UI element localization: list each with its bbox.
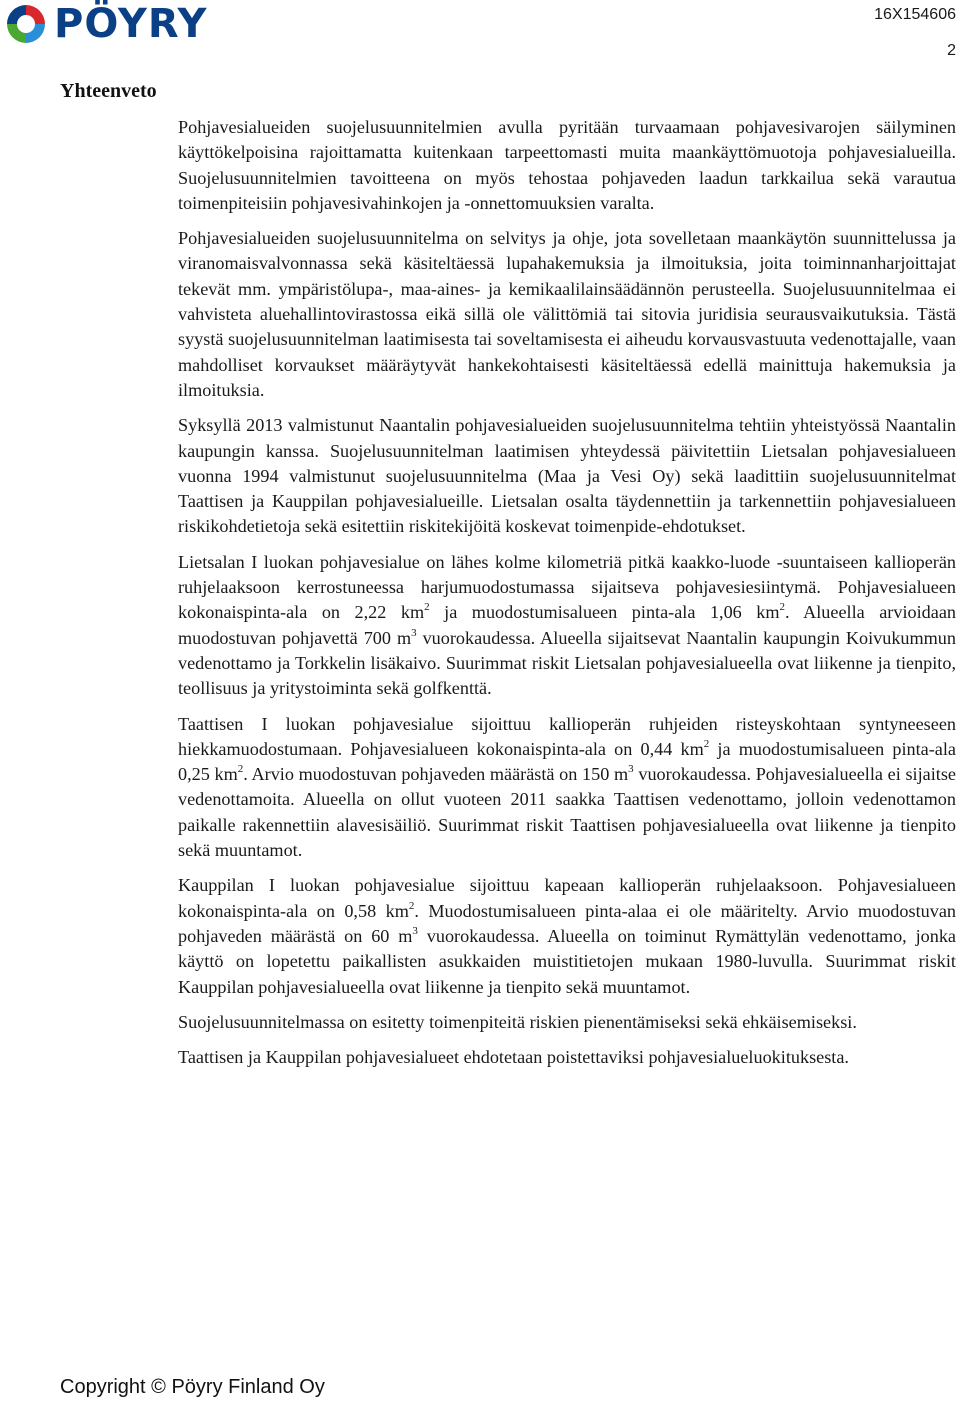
paragraph-naantalin-plan: Syksyllä 2013 valmistunut Naantalin pohjavesialueiden suojelusuunnitelma tehtiin yhteistyössä Naantalin kaupungin kanssa. Suojelusuunnitelman laatimisen yhteydessä päivitettiin Lietsalan pohjavesialueen vuonna 1994 valmistunut suojelusuunnitelma (Maa ja Vesi Oy) sekä laadittiin suojelusuunnitelmat Taattisen ja Kauppilan pohjavesialueille. Lietsalan osalta täydennettiin ja tarkennettiin pohjavesialueen riskikohdetietoja sekä esitettiin riskitekijöitä koskevat toimenpide-ehdotukset.: [178, 415, 956, 537]
text-segment: . Arvio muodostuvan pohjaveden määrästä on 150 m: [243, 764, 629, 785]
text-segment: vuorokaudessa. Pohjavesialueella ei sijaitse vedenottamoita. Alueella on ollut vuoteen 2011 saakka Taattisen vedenottamo, jolloin vedenottamon paikalle rakennettiin alavesisäiliö. Suurimmat riskit Taattisen pohjavesialueella ovat liikenne ja tienpito sekä muuntamot.: [178, 764, 956, 861]
text-segment: ja muodostumisalueen pinta-ala 1,06 km: [429, 602, 780, 623]
section-heading: Yhteenveto: [60, 80, 157, 102]
paragraph-taattinen: [178, 712, 956, 864]
superscript: 2: [408, 899, 415, 912]
superscript: 2: [237, 763, 244, 776]
paragraph-proposal: Taattisen ja Kauppilan pohjavesialueet ehdotetaan poistettaviksi pohjavesialueluokituksesta.: [178, 1047, 849, 1068]
paragraph-kauppila: [178, 873, 956, 999]
text-segment: Taattisen I luokan pohjavesialue sijoittuu kallioperän ruhjeiden risteyskohtaan syntyneeseen hiekkamuodostumaan. Pohjavesialueen kokonaispinta-ala on 0,44 km: [178, 713, 956, 759]
superscript: 3: [412, 924, 418, 937]
text-segment: . Muodostumisalueen pinta-alaa ei ole määritelty. Arvio muodostuvan pohjaveden määrästä on 60 m: [178, 900, 956, 946]
text-segment: Kauppilan I luokan pohjavesialue sijoittuu kapeaan kallioperän ruhjelaaksoon. Pohjavesialueen kokonaispinta-ala on 0,58 km: [178, 875, 956, 921]
text-segment: vuorokaudessa. Alueella on toiminut Rymättylän vedenottamo, jonka käyttö on lopetettu paikallisten asukkaiden muistitietojen mukaan 1980-luvulla. Suurimmat riskit Kauppilan pohjavesialueella ovat liikenne ja tienpito sekä muuntamot.: [178, 925, 956, 997]
page-number: 2: [947, 42, 956, 59]
text-segment: Lietsalan I luokan pohjavesialue on lähes kolme kilometriä pitkä kaakko-luode -suuntaiseen kallioperän ruhjelaaksoon kerrostuneessa harjumuodostumassa sijaitseva pohjavesiesiintymä. Pohjavesialueen kokonaispinta-ala on 2,22 km: [178, 551, 956, 623]
paragraph-measures: Suojelusuunnitelmassa on esitetty toimenpiteitä riskien pienentämiseksi sekä ehkäisemiseksi.: [178, 1011, 857, 1032]
logo-wordmark: PÖYRY: [54, 1, 208, 47]
text-segment: ja muodostumisalueen pinta-ala 0,25 km: [178, 738, 956, 785]
superscript: 3: [411, 626, 417, 639]
superscript: 3: [628, 763, 634, 776]
text-segment: vuorokaudessa. Alueella sijaitsevat Naantalin kaupungin Koivukummun vedenottamo ja Torkkelin lisäkaivo. Suurimmat riskit Lietsalan pohjavesialueella ovat liikenne ja tienpito, teollisuus ja yritystoiminta sekä golfkenttä.: [178, 627, 956, 699]
paragraph-purpose: Pohjavesialueiden suojelusuunnitelmien avulla pyritään turvaamaan pohjavesivarojen säilyminen käyttökelpoisina rajoittamatta kuitenkaan tarpeettomasti muita maankäyttömuotoja pohjavesialueilla. Suojelusuunnitelmien tavoitteena on myös tehostaa pohjaveden laadun tarkkailua sekä varautua toimenpiteisiin pohjavesivahinkojen ja -onnettomuuksien varalta.: [178, 117, 956, 213]
paragraph-lietsala: [178, 550, 956, 702]
superscript: 2: [424, 601, 430, 614]
superscript: 2: [779, 601, 786, 614]
superscript: 2: [703, 737, 710, 750]
company-logo: [4, 2, 207, 46]
text-segment: . Alueella arvioidaan muodostuvan pohjavettä 700 m: [178, 602, 956, 648]
poyry-swirl-icon: [4, 2, 48, 46]
paragraph-plan-definition: Pohjavesialueiden suojelusuunnitelma on selvitys ja ohje, jota sovelletaan maankäytön suunnittelussa ja viranomaisvalvonnassa sekä käsiteltäessä lupahakemuksia ja ilmoituksia, joita toiminnanharjoittajat tekevät mm. ympäristölupa-, maa-aines- ja kemikaalilainsäädännön perusteella. Suojelusuunnitelmaa ei vahvisteta aluehallintovirastossa eikä sillä ole välittömiä tai sitovia juridisia seurausvaikutuksia. Tästä syystä suojelusuunnitelman laatimisesta tai soveltamisesta ei aiheudu korvausvastuuta vedenottajalle, vaan mahdolliset korvaukset määräytyvät hankekohtaisesti käsiteltäessä edellä mainittuja hakemuksia ja ilmoituksia.: [178, 228, 956, 400]
summary-body: [178, 115, 956, 1080]
document-code: 16X154606: [874, 6, 956, 23]
copyright-footer: Copyright © Pöyry Finland Oy: [60, 1376, 325, 1398]
